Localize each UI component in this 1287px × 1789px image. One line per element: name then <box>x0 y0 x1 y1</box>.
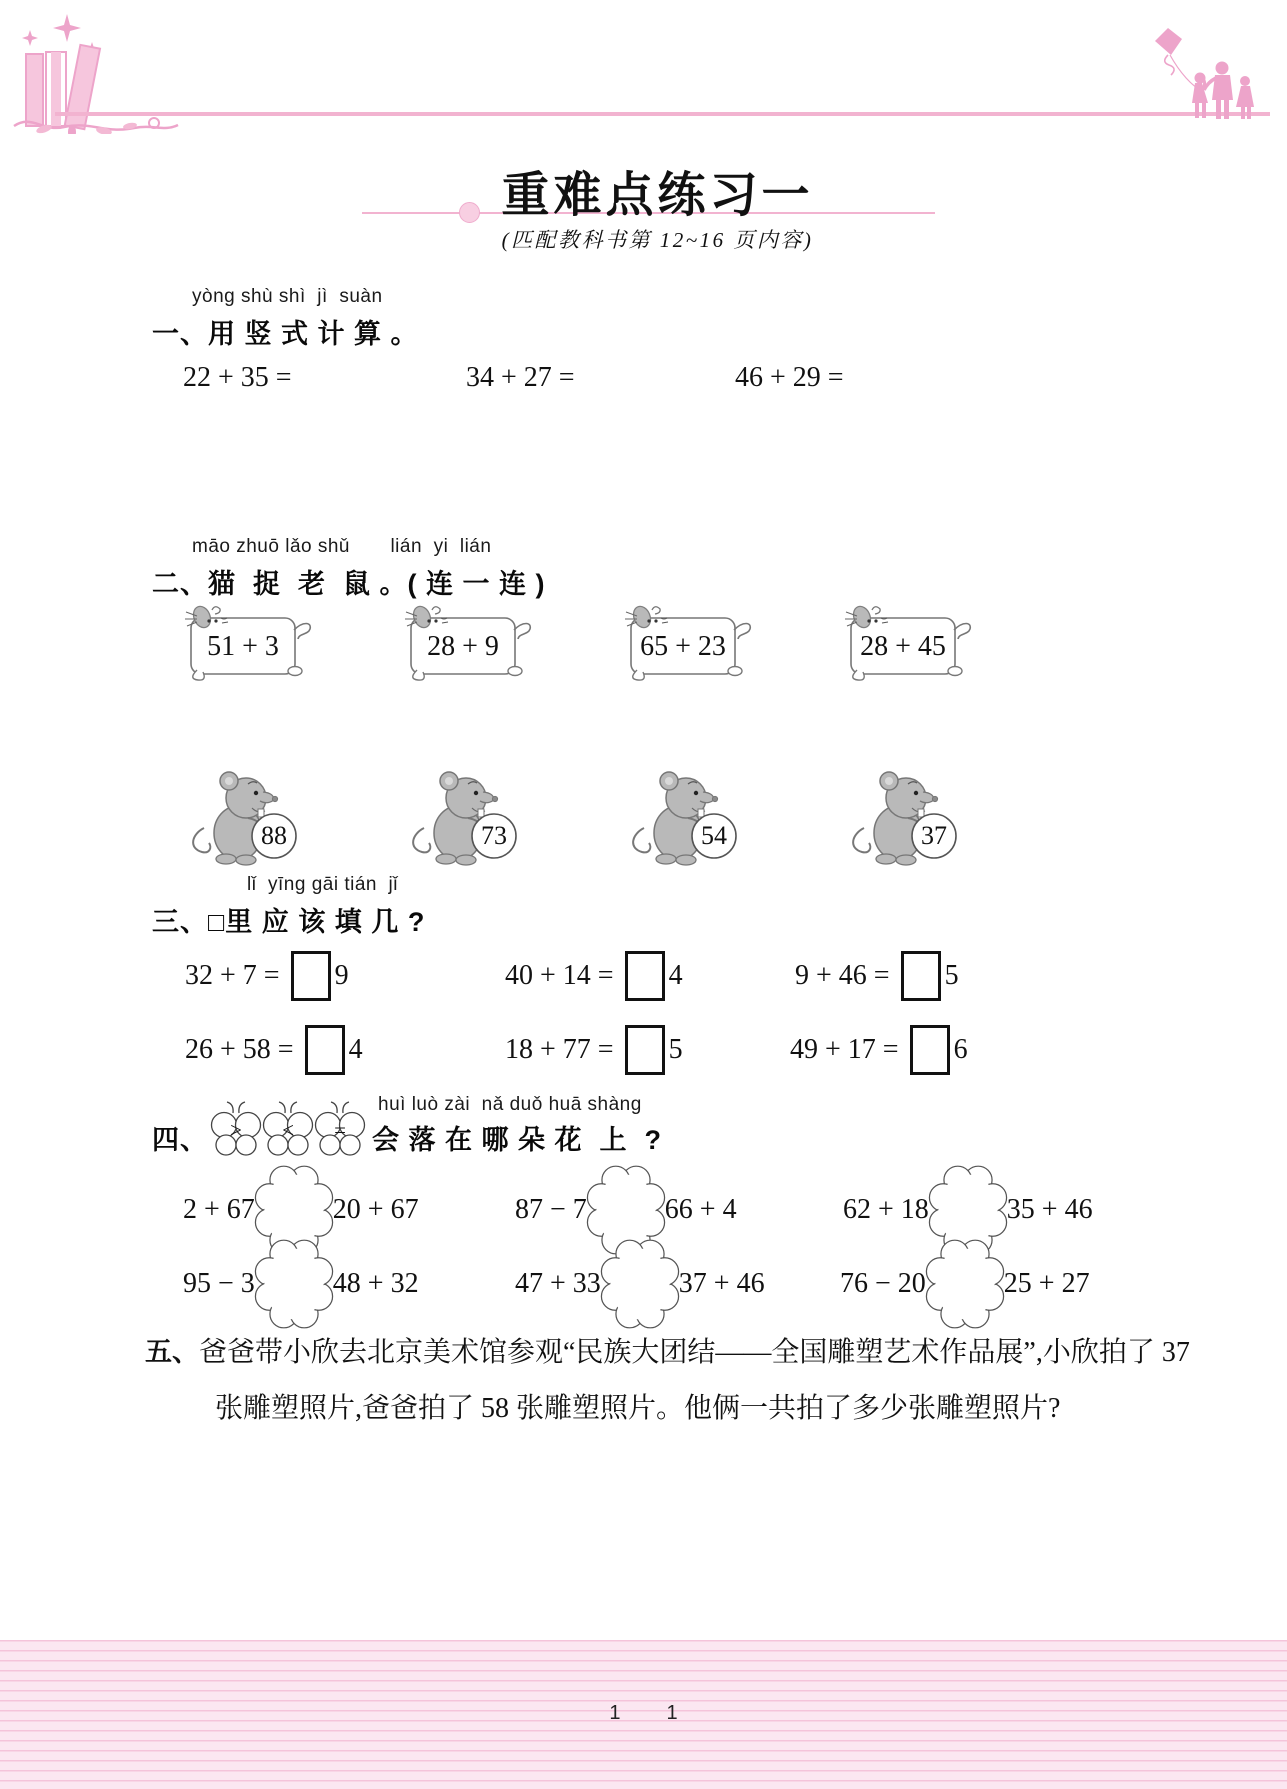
expression: 9 + 46 = <box>795 960 897 991</box>
expression: 40 + 14 = <box>505 960 621 991</box>
right-expression: 25 + 27 <box>1003 1268 1090 1299</box>
page-number: 1 <box>609 1702 621 1724</box>
butterfly-greater-than <box>210 1100 262 1158</box>
trailing-digit: 6 <box>953 1034 968 1065</box>
cat-card-2[interactable] <box>405 604 537 684</box>
butterfly-less-than <box>262 1100 314 1158</box>
cat-card-4[interactable] <box>845 604 977 684</box>
compare-problem-4 <box>183 1238 419 1330</box>
page-number: 1 <box>666 1702 678 1724</box>
word-problem-text: 爸爸带小欣去北京美术馆参观“民族大团结——全国雕塑艺术作品展”,小欣拍了 37 张雕塑照片,爸爸拍了 58 张雕塑照片。他俩一共拍了多少张雕塑照片? <box>199 1337 1190 1424</box>
right-expression: 37 + 46 <box>678 1268 765 1299</box>
right-expression: 35 + 46 <box>1006 1194 1093 1225</box>
trailing-digit: 5 <box>668 1034 683 1065</box>
trailing-digit: 9 <box>334 960 349 991</box>
comparison-symbol: = <box>334 1118 346 1142</box>
answer-box[interactable] <box>625 951 665 1001</box>
cat-expression: 28 + 9 <box>427 631 499 662</box>
mouse-answer-value: 73 <box>481 821 507 850</box>
compare-problem-5 <box>515 1238 765 1330</box>
section-two-pinyin: māo zhuō lǎo shǔ lián yi lián <box>192 536 492 557</box>
expression: 49 + 17 = <box>790 1034 906 1065</box>
flower-answer-slot[interactable] <box>598 1239 682 1329</box>
section-three-heading: 三、□里 应 该 填 几 ? <box>152 907 426 937</box>
vertical-calc-problem-3: 46 + 29 = <box>735 362 844 393</box>
section-five-label: 五、 <box>145 1337 199 1367</box>
section-three-pinyin: lǐ yīng gāi tián jǐ <box>247 874 398 895</box>
fill-in-problem-5 <box>505 1022 683 1078</box>
left-expression: 87 − 7 <box>515 1194 587 1225</box>
answer-box[interactable] <box>291 951 331 1001</box>
fill-in-problem-3 <box>795 948 959 1004</box>
right-expression: 48 + 32 <box>332 1268 419 1299</box>
section-four-pinyin: huì luò zài nǎ duǒ huā shàng <box>378 1094 642 1115</box>
section-one-pinyin: yòng shù shì jì suàn <box>192 286 383 307</box>
comparison-symbol: > <box>230 1118 242 1142</box>
answer-box[interactable] <box>901 951 941 1001</box>
section-four-label: 四、 <box>152 1125 208 1155</box>
trailing-digit: 4 <box>668 960 683 991</box>
books-and-stars-decoration-icon <box>12 14 182 134</box>
expression: 32 + 7 = <box>185 960 287 991</box>
section-four-heading: 会 落 在 哪 朵 花 上 ? <box>372 1125 663 1155</box>
cat-expression: 28 + 45 <box>860 631 946 662</box>
flower-answer-slot[interactable] <box>923 1239 1007 1329</box>
answer-box[interactable] <box>305 1025 345 1075</box>
cat-card-1[interactable] <box>185 604 317 684</box>
cat-expression: 65 + 23 <box>640 631 726 662</box>
left-expression: 47 + 33 <box>515 1268 601 1299</box>
section-one-heading: 一、用 竖 式 计 算 。 <box>152 319 419 349</box>
vertical-calc-problem-2: 34 + 27 = <box>466 362 575 393</box>
trailing-digit: 5 <box>944 960 959 991</box>
flower-answer-slot[interactable] <box>252 1239 336 1329</box>
left-expression: 2 + 67 <box>183 1194 255 1225</box>
fill-in-problem-1 <box>185 948 349 1004</box>
kids-flying-kite-decoration-icon <box>1140 28 1280 123</box>
cat-card-3[interactable] <box>625 604 757 684</box>
footer-page-numbers <box>0 1702 1287 1725</box>
answer-box[interactable] <box>625 1025 665 1075</box>
mouse-answer-value: 54 <box>701 821 727 850</box>
mouse-answer-4[interactable] <box>850 770 962 866</box>
butterfly-equals <box>314 1100 366 1158</box>
compare-problem-6 <box>840 1238 1090 1330</box>
mouse-answer-value: 88 <box>261 821 287 850</box>
page-subtitle: (匹配教科书第 12~16 页内容) <box>501 228 814 252</box>
mouse-answer-value: 37 <box>921 821 947 850</box>
left-expression: 62 + 18 <box>843 1194 929 1225</box>
fill-in-problem-2 <box>505 948 683 1004</box>
mouse-answer-3[interactable] <box>630 770 742 866</box>
section-two-heading: 二、猫 捉 老 鼠 。( 连 一 连 ) <box>152 569 546 599</box>
word-problem <box>145 1324 1215 1437</box>
answer-box[interactable] <box>910 1025 950 1075</box>
header-rule-line <box>55 112 1270 116</box>
trailing-digit: 4 <box>348 1034 363 1065</box>
fill-in-problem-4 <box>185 1022 363 1078</box>
page-title: 重难点练习一 <box>501 169 814 222</box>
left-expression: 95 − 3 <box>183 1268 255 1299</box>
cat-expression: 51 + 3 <box>207 631 279 662</box>
fill-in-problem-6 <box>790 1022 968 1078</box>
comparison-symbol: < <box>282 1118 294 1142</box>
left-expression: 76 − 20 <box>840 1268 926 1299</box>
expression: 18 + 77 = <box>505 1034 621 1065</box>
right-expression: 20 + 67 <box>332 1194 419 1225</box>
mouse-answer-2[interactable] <box>410 770 522 866</box>
vertical-calc-problem-1: 22 + 35 = <box>183 362 292 393</box>
right-expression: 66 + 4 <box>664 1194 737 1225</box>
mouse-answer-1[interactable] <box>190 770 302 866</box>
expression: 26 + 58 = <box>185 1034 301 1065</box>
